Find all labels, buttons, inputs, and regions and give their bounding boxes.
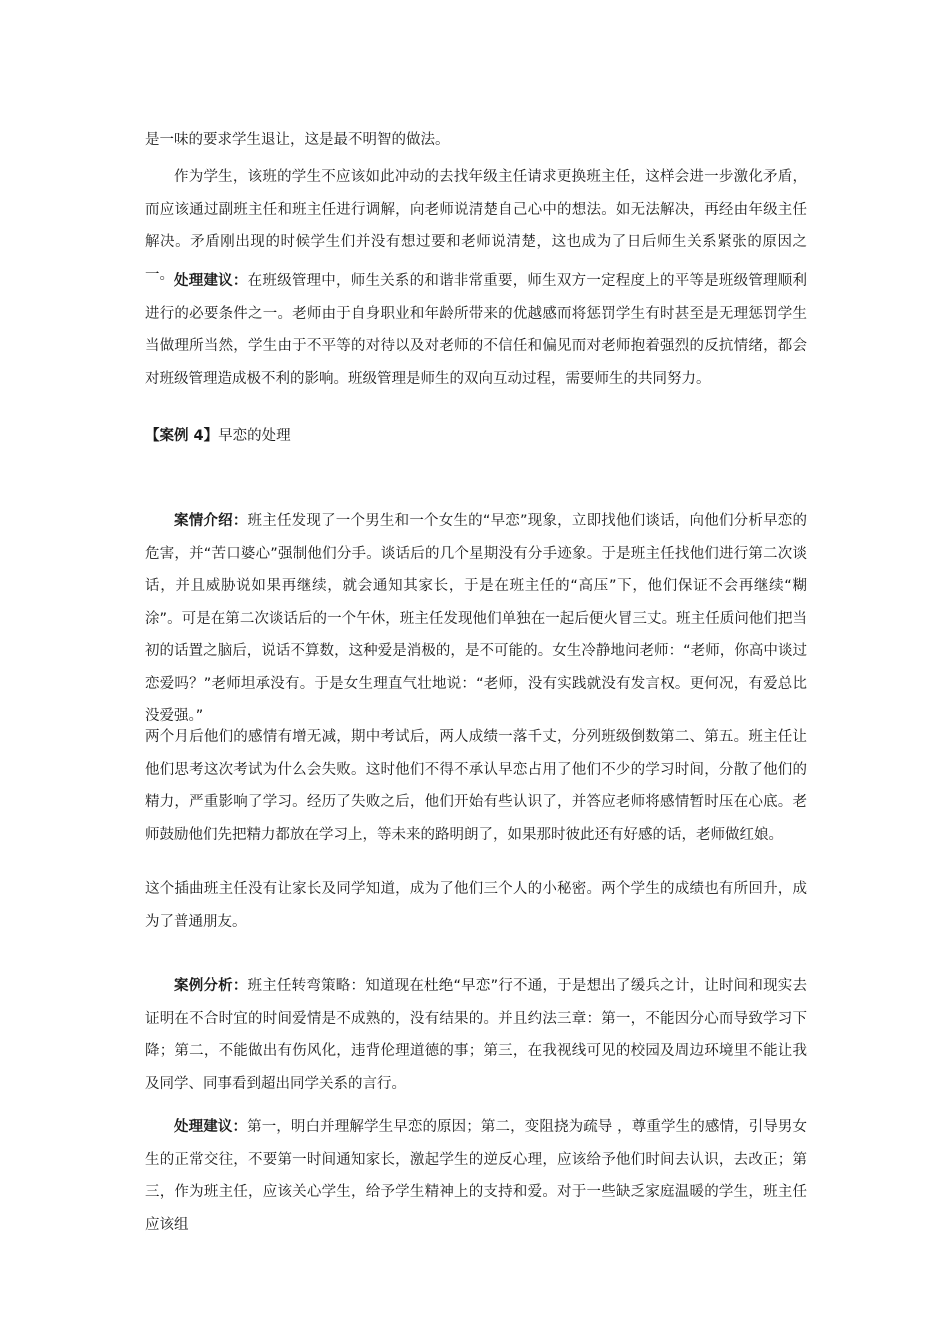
- paragraph-case-intro: [145, 505, 807, 733]
- paragraph-text: 是一味的要求学生退让，这是最不明智的做法。: [145, 132, 450, 148]
- paragraph-text: 班主任发现了一个男生和一个女生的“早恋”现象，立即找他们谈话，向他们分析早恋的危害，并“苦口婆心”强制他们分手。谈话后的几个星期没有分手迹象。于是班主任找他们进行第二次谈话，并且威胁说如果再继续，就会通知其家长，于是在班主任的“高压”下，他们保证不会再继续“糊涂”。可是在第二次谈话后的一个午休，班主任发现他们单独在一起后便火冒三丈。班主任质问他们把当初的话置之脑后，说话不算数，这种爱是消极的，是不可能的。女生冷静地问老师：“老师，你高中谈过恋爱吗？”老师坦承没有。于是女生理直气壮地说：“老师，没有实践就没有发言权。更何况，有爱总比没爱强。”: [145, 513, 807, 724]
- paragraph-continuation: [145, 124, 807, 157]
- paragraph-text: 在班级管理中，师生关系的和谐非常重要，师生双方一定程度上的平等是班级管理顺利进行的必要条件之一。老师由于自身职业和年龄所带来的优越感而将惩罚学生有时甚至是无理惩罚学生当做理所当然，学生由于不平等的对待以及对老师的不信任和偏见而对老师抱着强烈的反抗情绪，都会对班级管理造成极不利的影响。班级管理是师生的双向互动过程，需要师生的共同努力。: [145, 273, 808, 387]
- paragraph-two-months-later: [145, 721, 807, 851]
- paragraph-case-analysis: [145, 970, 807, 1100]
- paragraph-secret: [145, 873, 807, 938]
- paragraph-text: 第一，明白并理解学生早恋的原因；第二，变阻挠为疏导 ，尊重学生的感情，引导男女生的正常交往，不要第一时间通知家长，激起学生的逆反心理，应该给予他们时间去认识，去改正；第三，作为班主任，应该关心学生，给予学生精神上的支持和爱。对于一些缺乏家庭温暖的学生，班主任应该组: [145, 1119, 808, 1233]
- paragraph-text: 作为学生，该班的学生不应该如此冲动的去找年级主任请求更换班主任，这样会进一步激化矛盾，而应该通过副班主任和班主任进行调解，向老师说清楚自己心中的想法。如无法解决，再经由年级主任解决。矛盾刚出现的时候学生们并没有想过要和老师说清楚，这也成为了日后师生关系紧张的原因之一。: [145, 169, 807, 283]
- case-title: 早恋的处理: [218, 428, 291, 444]
- analysis-label: 案例分析：: [174, 978, 248, 994]
- case-heading: [145, 420, 807, 453]
- intro-label: 案情介绍：: [174, 513, 248, 529]
- paragraph-suggestion-1: [145, 265, 807, 395]
- paragraph-text: 这个插曲班主任没有让家长及同学知道，成为了他们三个人的小秘密。两个学生的成绩也有所回升，成为了普通朋友。: [145, 881, 807, 930]
- paragraph-suggestion-2: [145, 1111, 807, 1241]
- paragraph-text: 班主任转弯策略：知道现在杜绝“早恋”行不通，于是想出了缓兵之计，让时间和现实去证明在不合时宜的时间爱情是不成熟的，没有结果的。并且约法三章：第一，不能因分心而导致学习下降；第二，不能做出有伤风化，违背伦理道德的事；第三，在我视线可见的校园及周边环境里不能让我及同学、同事看到超出同学关系的言行。: [145, 978, 807, 1092]
- suggestion-label: 处理建议：: [174, 1119, 248, 1135]
- case-label: 【案例 4】: [145, 428, 219, 444]
- paragraph-text: 两个月后他们的感情有增无减，期中考试后，两人成绩一落千丈，分列班级倒数第二、第五。班主任让他们思考这次考试为什么会失败。这时他们不得不承认早恋占用了他们不少的学习时间，分散了他们的精力，严重影响了学习。经历了失败之后，他们开始有些认识了，并答应老师将感情暂时压在心底。老师鼓励他们先把精力都放在学习上，等未来的路明朗了，如果那时彼此还有好感的话，老师做红娘。: [145, 729, 807, 843]
- suggestion-label: 处理建议：: [174, 273, 248, 289]
